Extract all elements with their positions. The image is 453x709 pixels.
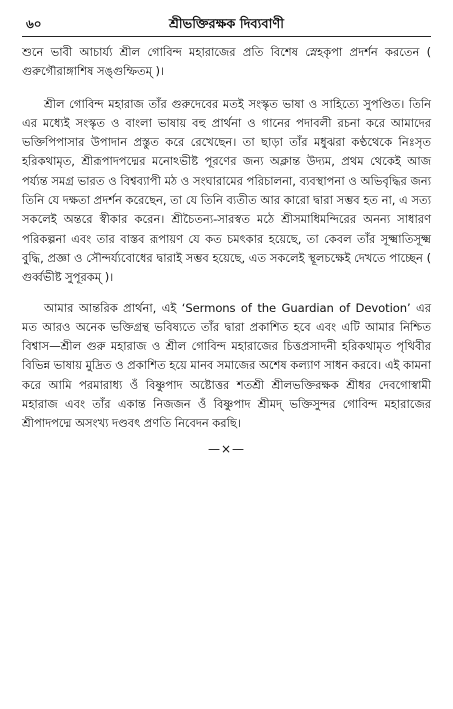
paragraph-continuation: শুনে ভাবী আচার্য্য শ্রীল গোবিন্দ মহারাজের প্রতি বিশেষ স্নেহকৃপা প্রদর্শন করতেন ( গুরুগৌরাঙ্গাশিষ সঙ্গুম্ফিতম্ )।	[22, 45, 431, 79]
running-title: শ্রীভক্তিরক্ষক দিব্যবাণী	[168, 17, 284, 32]
paragraph-govinda-maharaj: শ্রীল গোবিন্দ মহারাজ তাঁর গুরুদেবের মতই সংস্কৃত ভাষা ও সাহিত্যে সুপণ্ডিত। তিনি এর মধ্যেই সংস্কৃত ও বাংলা ভাষায় বহু প্রার্থনা ও গানের পদাবলী রচনা করে আমাদের ভক্তিপিপাসার উপাদান প্রস্তুত করে রেখেছেন। তা ছাড়া তাঁর মধুঝরা কণ্ঠথেকে নিঃসৃত হরিকথামৃত, শ্রীরূপাদপদ্মের মনোঽভীষ্ট পূরণের জন্য অক্লান্ত উদ্যম, প্রথম থেকেই আজ পর্য্যন্ত সমগ্র ভারত ও বিশ্বব্যাপী মঠ ও সংঘারামের পরিচালনা, ব্যবস্থাপনা ও অভিবৃদ্ধির জন্য তিনি যে দক্ষতা প্রদর্শন করেছেন, তা যে তিনি ব্যতীত আর কারো দ্বারা সম্ভব হত না, এ সত্য সকলেই অন্তরে স্বীকার করেন। শ্রীচৈতন্য-সারস্বত মঠে শ্রীসমাধিমন্দিরের অনন্য সাধারণ পরিকল্পনা এবং তার বাস্তব রূপায়ণ যে কত চমৎকার হয়েছে, তা কেবল তাঁর সূক্ষ্মাতিসূক্ষ্ম বুদ্ধি, প্রজ্ঞা ও সৌন্দর্য্যবোধের দ্বারাই সম্ভব হয়েছে, এত সকলেই স্থূলচক্ষেই দেখতে পাচ্ছেন ( গুর্ব্বভীষ্ট সুপূরকম্ )।	[22, 96, 431, 285]
page-number: ৬০	[26, 17, 42, 31]
page-header	[22, 14, 431, 37]
paragraph-prayer: আমার আন্তরিক প্রার্থনা, এই ‘Sermons of the Guardian of Devotion’ এর মত আরও অনেক ভক্তিগ্রন্থ ভবিষ্যতে তাঁর দ্বারা প্রকাশিত হবে এবং এটি আমার নিশ্চিত বিশ্বাস—শ্রীল গুরু মহারাজ ও শ্রীল গোবিন্দ মহারাজের চিত্তপ্রসাদনী হরিকথামৃত পৃথিবীর বিভিন্ন ভাষায় মুদ্রিত ও প্রকাশিত হয়ে মানব সমাজের অশেষ কল্যাণ সাধন করবে। এই কামনা করে আমি পরমারাধ্য ওঁ বিষ্ণুপাদ অষ্টোত্তর শতশ্রী শ্রীলভক্তিরক্ষক শ্রীধর দেবগোস্বামী মহারাজ এবং তাঁর একান্ত নিজজন ওঁ বিষ্ণুপাদ শ্রীমদ্ ভক্তিসুন্দর গোবিন্দ মহারাজের শ্রীপাদপদ্মে অসংখ্য দণ্ডবৎ প্রণতি নিবেদন করছি।	[22, 300, 431, 431]
end-separator: —×—	[207, 441, 246, 456]
